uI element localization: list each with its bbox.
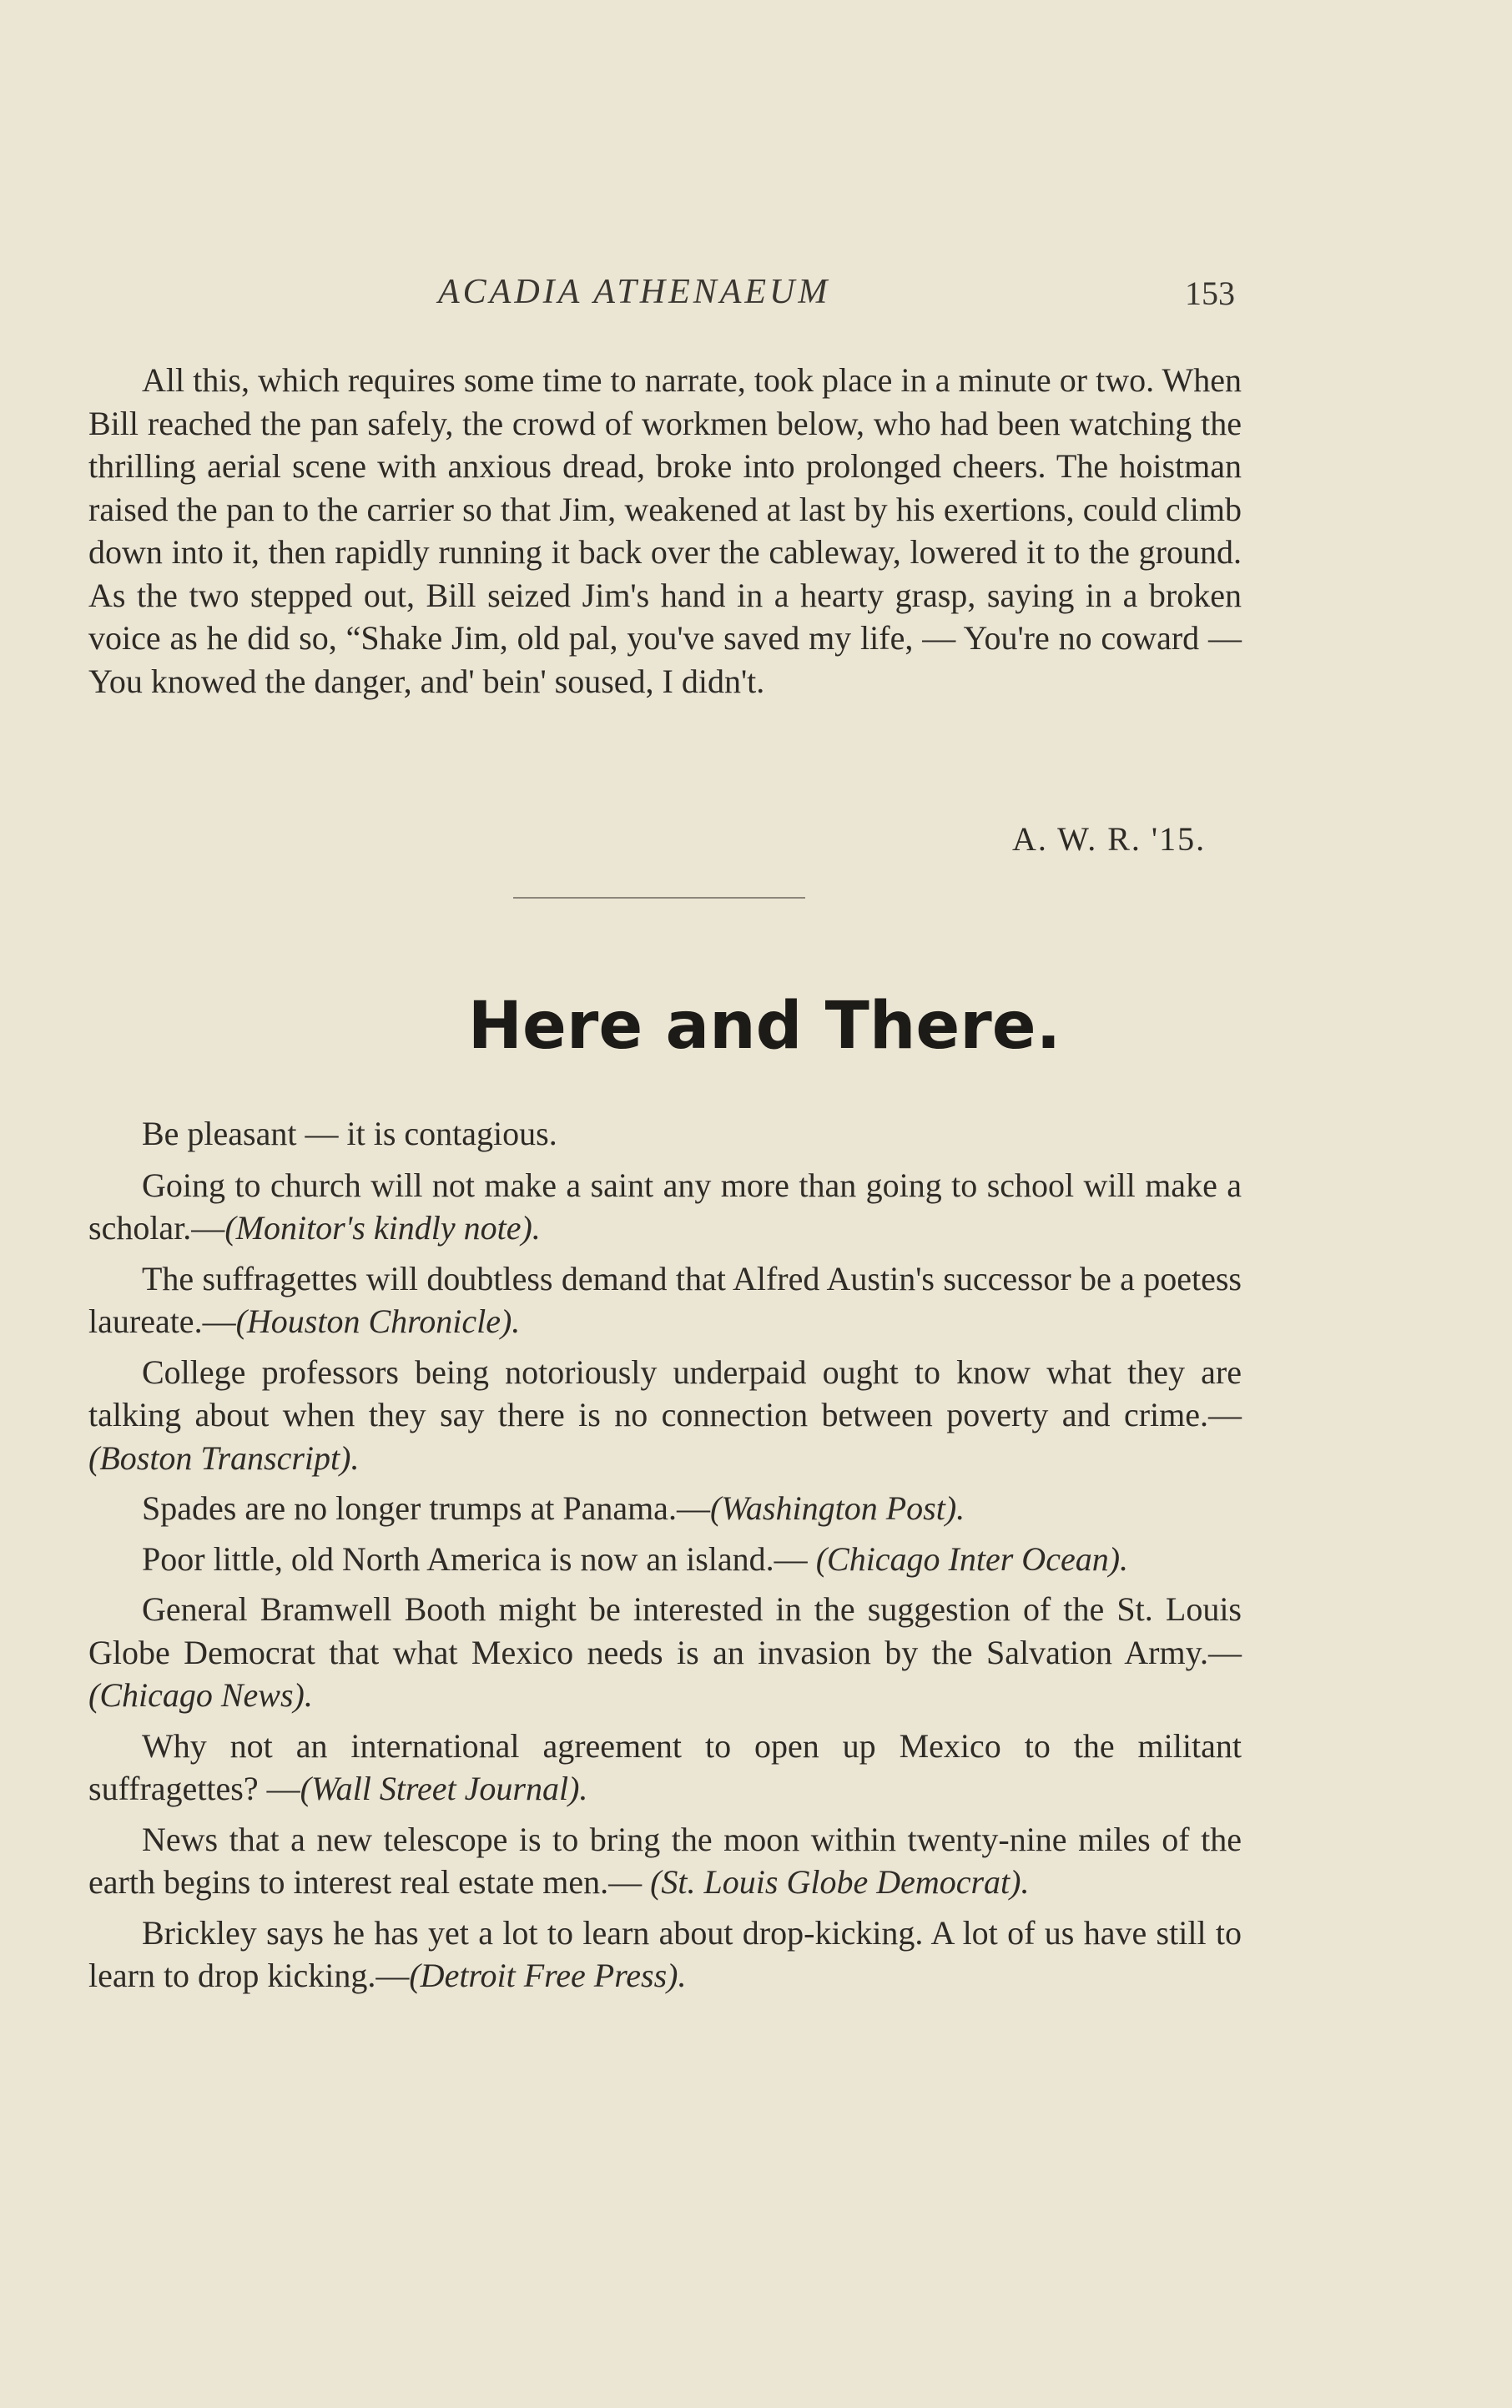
- section-heading: Here and There.: [467, 989, 1061, 1064]
- list-item: [88, 1351, 1242, 1480]
- list-item: [88, 1487, 1242, 1530]
- item-text: Be pleasant — it is contagious.: [142, 1115, 557, 1152]
- item-source: (Houston Chronicle).: [235, 1302, 521, 1340]
- item-text: College professors being notoriously underpaid ought to know what they are talking about when they say there is no connection between poverty and crime.—: [88, 1353, 1242, 1433]
- author-signature: A. W. R. '15.: [1012, 820, 1207, 858]
- story-continuation: [88, 359, 1242, 703]
- item-text: Brickley says he has yet a lot to learn about drop-kicking. A lot of us have still to learn to drop kicking.—: [88, 1913, 1242, 1994]
- list-item: [88, 1912, 1242, 1997]
- list-item: [88, 1818, 1242, 1904]
- item-source: (Wall Street Journal).: [300, 1770, 588, 1807]
- item-source: (St. Louis Globe Democrat).: [650, 1863, 1030, 1901]
- item-source: (Detroit Free Press).: [409, 1957, 687, 1994]
- list-item: [88, 1538, 1242, 1581]
- item-source: (Boston Transcript).: [88, 1438, 360, 1477]
- list-item: [88, 1257, 1242, 1343]
- item-source: (Chicago Inter Ocean).: [815, 1539, 1129, 1578]
- item-source: (Chicago News).: [88, 1676, 313, 1714]
- item-text: News that a new telescope is to bring the moon within twenty-nine miles of the earth begins to interest real estate men.—: [88, 1820, 1242, 1901]
- list-item: [88, 1725, 1242, 1811]
- story-paragraph: All this, which requires some time to narrate, took place in a minute or two. When Bill reached the pan safely, the crowd of workmen below, who had been watching the thrilling aerial scene with anxious dread, broke into prolonged cheers. The hoistman raised the pan to the carrier so that Jim, weakened at last by his exertions, could climb down into it, then rapidly running it back over the cableway, lowered it to the ground. As the two stepped out, Bill seized Jim's hand in a hearty grasp, saying in a broken voice as he did so, “Shake Jim, old pal, you've saved my life, — You're no coward — You knowed the danger, and' bein' soused, I didn't.: [88, 361, 1242, 700]
- item-list: [88, 1112, 1242, 2005]
- item-source: (Washington Post).: [709, 1489, 965, 1527]
- list-item: [88, 1112, 1242, 1156]
- page-number: 153: [1185, 275, 1235, 312]
- list-item: [88, 1588, 1242, 1717]
- item-text: General Bramwell Booth might be interested in the suggestion of the St. Louis Globe Democrat that what Mexico needs is an invasion by the Salvation Army.—: [88, 1590, 1242, 1671]
- item-source: (Monitor's kindly note).: [224, 1209, 541, 1247]
- item-text: Going to church will not make a saint any more than going to school will make a scholar.—: [88, 1166, 1242, 1247]
- section-divider: [513, 897, 805, 899]
- list-item: [88, 1164, 1242, 1250]
- item-text: Why not an international agreement to open up Mexico to the militant suffragettes? —: [88, 1726, 1242, 1807]
- item-text: Poor little, old North America is now an island.—: [142, 1539, 816, 1578]
- item-text: Spades are no longer trumps at Panama.—: [142, 1489, 710, 1527]
- item-text: The suffragettes will doubtless demand that Alfred Austin's successor be a poetess laureate.—: [88, 1259, 1242, 1340]
- running-head: [0, 272, 1512, 322]
- journal-title: ACADIA ATHENAEUM: [438, 273, 831, 311]
